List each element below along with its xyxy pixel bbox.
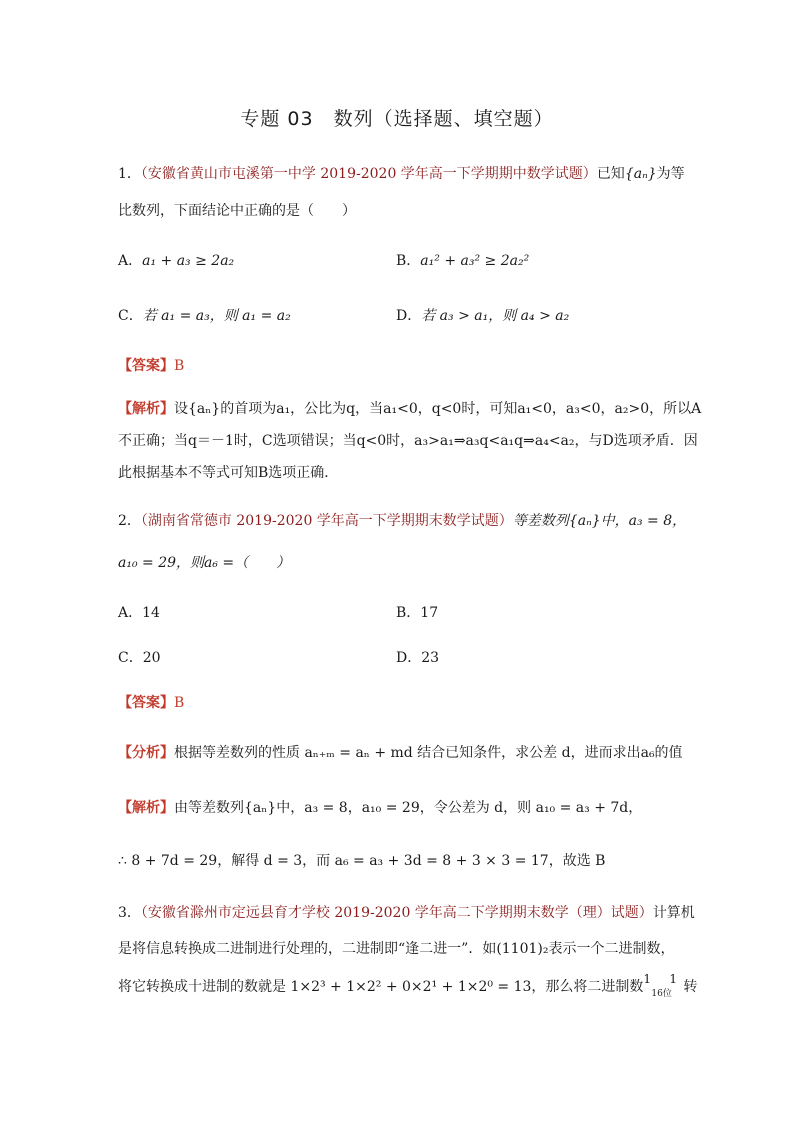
q2-option-a-text: 14: [142, 605, 160, 621]
q2-analysis-text1: 由等差数列{aₙ}中，a₃ = 8，a₁₀ = 29，令公差为 d，则 a₁₀ = a₃ + 7d，: [174, 800, 643, 816]
q2-analysis-line1: [118, 797, 642, 817]
binary-top-right: 1: [669, 972, 678, 986]
q3-line3: [118, 972, 698, 999]
q1-analysis-tag: 【解析】: [118, 401, 174, 417]
q1-option-a-label: A．: [118, 253, 143, 269]
q3-number: 3．: [118, 905, 141, 921]
q2-answer-value: B: [174, 695, 185, 711]
q1-option-d-text: 若 a₃ > a₁，则 a₄ > a₂: [421, 308, 570, 324]
q1-analysis-line3: 此根据基本不等式可知B选项正确．: [118, 465, 339, 481]
q1-option-c-text: 若 a₁ = a₃，则 a₁ = a₂: [142, 308, 291, 324]
q1-option-b: [396, 250, 529, 270]
q2-option-a-label: A．: [118, 605, 143, 621]
q3-line3-text: 将它转换成十进制的数就是 1×2³ + 1×2² + 0×2¹ + 1×2⁰ = 13，那么将二进制数: [118, 979, 644, 995]
q2-fenxi-text: 根据等差数列的性质 aₙ₊ₘ = aₙ + md 结合已知条件，求公差 d，进而求出a₆的值: [174, 745, 683, 761]
q2-line1: [118, 510, 686, 530]
q1-option-d-label: D．: [396, 308, 422, 324]
q2-option-d-text: 23: [421, 650, 440, 666]
q1-line1: [118, 163, 685, 183]
q1-analysis-text1: 设{aₙ}的首项为a₁，公比为q，当a₁<0，q<0时，可知a₁<0，a₃<0，a₂>0，所以A: [174, 401, 702, 417]
q1-option-a: [118, 250, 234, 270]
binary-number-figure: [643, 972, 683, 999]
binary-bottom-label: 16位: [651, 989, 672, 999]
q1-seq: {aₙ}: [624, 166, 657, 182]
q1-analysis-line1: [118, 398, 701, 418]
q2-analysis-line2: ∴ 8 + 7d = 29，解得 d = 3，而 a₆ = a₃ + 3d = 8 + 3 × 3 = 17，故选 B: [118, 853, 606, 869]
q1-stem-b: 为等: [656, 166, 685, 182]
q1-option-a-text: a₁ + a₃ ≥ 2a₂: [142, 253, 235, 269]
q1-option-b-label: B．: [396, 253, 421, 269]
q2-number: 2．: [118, 513, 141, 529]
q1-source: （安徽省黄山市屯溪第一中学 2019-2020 学年高一下学期期中数学试题）: [140, 166, 597, 182]
q2-fenxi: [118, 742, 683, 762]
q1-line2: 比数列，下面结论中正确的是（ ）: [118, 203, 356, 219]
q2-option-c-text: 20: [142, 650, 161, 666]
page-title: 专题 03 数列（选择题、填空题）: [240, 108, 554, 130]
binary-top-left: 1: [643, 972, 652, 986]
q2-analysis-tag: 【解析】: [118, 800, 174, 816]
q2-option-a: [118, 602, 160, 622]
q2-fenxi-tag: 【分析】: [118, 745, 174, 761]
q1-option-b-text: a₁² + a₃² ≥ 2a₂²: [420, 253, 530, 269]
q2-source: （湖南省常德市 2019-2020 学年高一下学期期末数学试题）: [140, 513, 513, 529]
q1-option-c-label: C．: [118, 308, 143, 324]
q2-option-b: [396, 602, 438, 622]
q2-option-c-label: C．: [118, 650, 143, 666]
q2-option-d: [396, 647, 439, 667]
q3-line1: [118, 902, 695, 922]
q1-number: 1．: [118, 166, 141, 182]
q3-line2: 是将信息转换成二进制进行处理的，二进制即“逢二进一”．如(1101)₂表示一个二进制数，: [118, 941, 675, 957]
q3-stem-a: 计算机: [652, 905, 695, 921]
q3-line3-end: 转: [683, 979, 698, 995]
q2-option-b-label: B．: [396, 605, 421, 621]
q1-stem-a: 已知: [596, 166, 625, 182]
q1-answer: [118, 355, 184, 375]
q1-answer-value: B: [174, 358, 185, 374]
q2-line2: a₁₀ = 29，则a₆ =（ ）: [118, 555, 291, 571]
q2-answer: [118, 692, 184, 712]
q2-stem-a: 等差数列{aₙ}中，a₃ = 8，: [512, 513, 687, 529]
q1-answer-tag: 【答案】: [118, 358, 174, 374]
q1-analysis-line2: 不正确；当q＝－1时，C选项错误；当q<0时，a₃>a₁⇒a₃q<a₁q⇒a₄<a₂，与D选项矛盾．因: [118, 433, 698, 449]
q1-option-d: [396, 305, 569, 325]
q2-option-c: [118, 647, 161, 667]
q3-source: （安徽省滁州市定远县育才学校 2019-2020 学年高二下学期期末数学（理）试题）: [140, 905, 653, 921]
q2-option-d-label: D．: [396, 650, 422, 666]
q2-option-b-text: 17: [420, 605, 439, 621]
q2-answer-tag: 【答案】: [118, 695, 174, 711]
q1-option-c: [118, 305, 291, 325]
